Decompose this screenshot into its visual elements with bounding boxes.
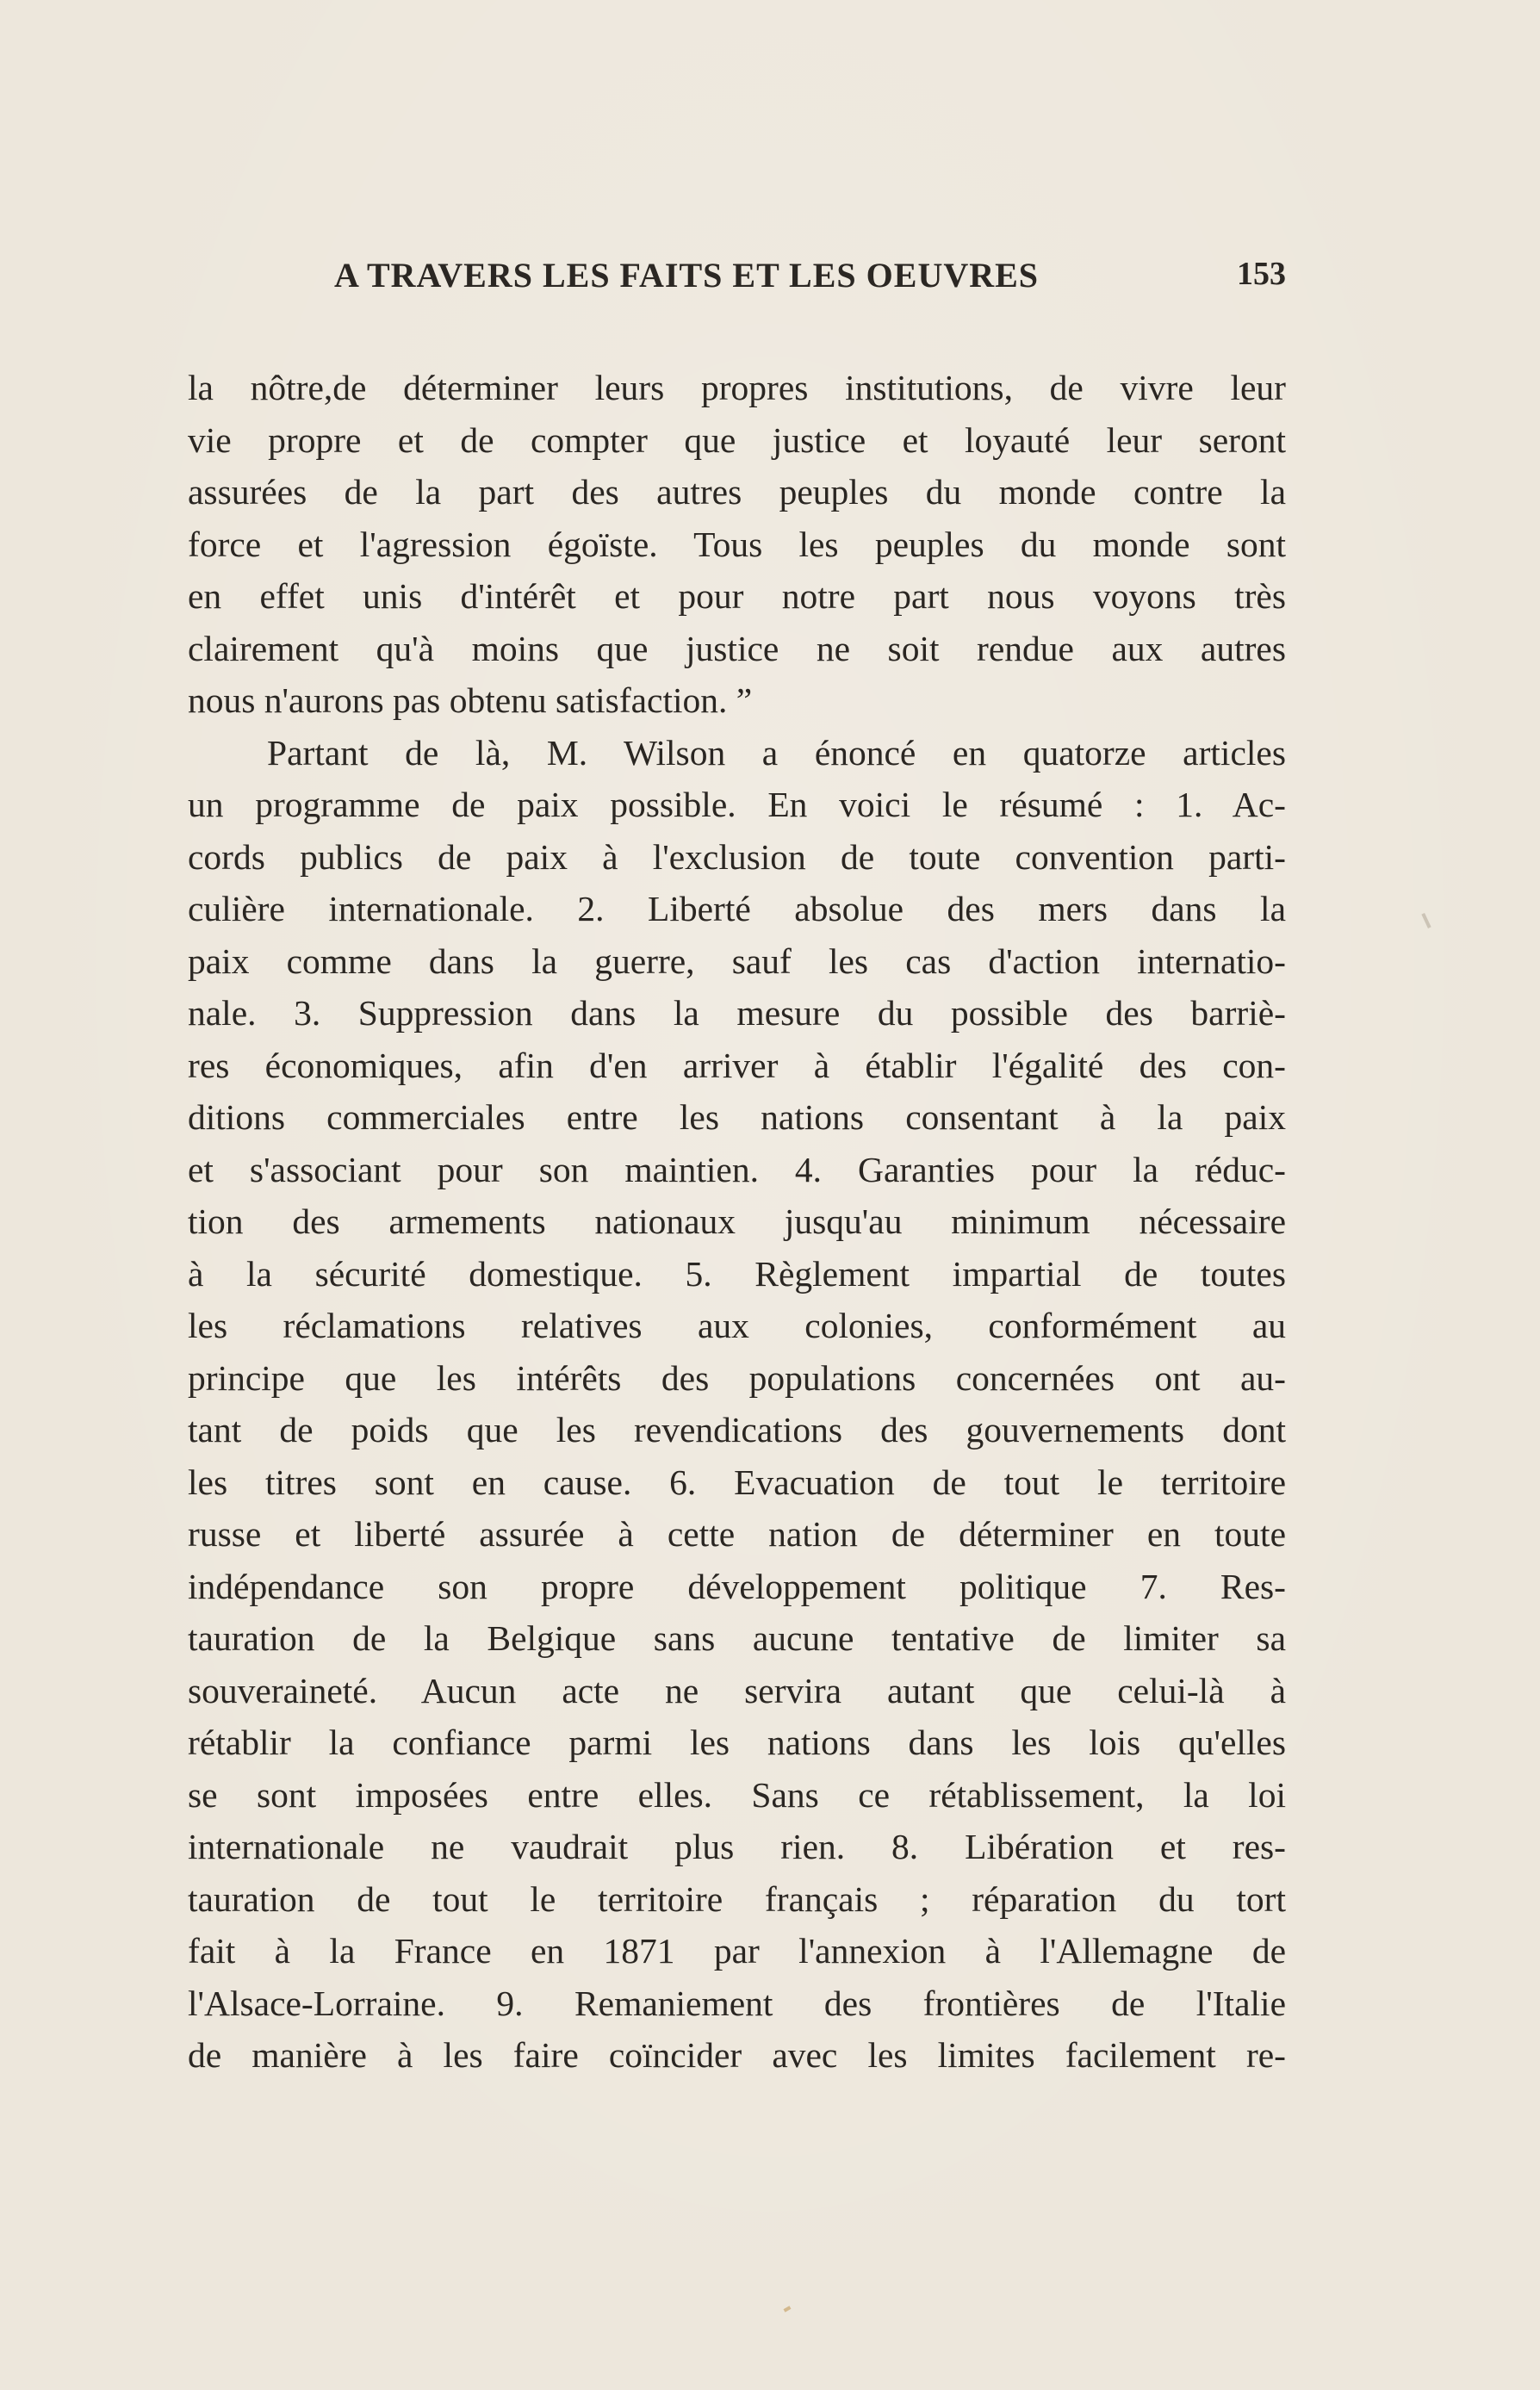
text-line: tauration de tout le territoire français ; réparation du tort: [188, 1878, 1286, 1919]
text-line: tant de poids que les revendications des gouvernements dont: [188, 1410, 1286, 1450]
text-line: culière internationale. 2. Liberté absolue des mers dans la: [188, 889, 1286, 928]
text-line: indépendance son propre développement politique 7. Res-: [188, 1566, 1286, 1606]
page-number: 153: [1237, 256, 1286, 292]
body-text: [188, 362, 1286, 2082]
text-line: les réclamations relatives aux colonies, conformément au: [188, 1306, 1286, 1345]
text-line: russe et liberté assurée à cette nation de déterminer en toute: [188, 1514, 1286, 1554]
text-line: tauration de la Belgique sans aucune tentative de limiter sa: [188, 1618, 1286, 1658]
text-line: nale. 3. Suppression dans la mesure du possible des barriè-: [188, 993, 1286, 1033]
text-line: res économiques, afin d'en arriver à établir l'égalité des con-: [188, 1045, 1286, 1085]
text-line: les titres sont en cause. 6. Evacuation de tout le territoire: [188, 1462, 1286, 1502]
text-line: un programme de paix possible. En voici le résumé : 1. Ac-: [188, 785, 1286, 824]
text-line: cords publics de paix à l'exclusion de toute convention parti-: [188, 836, 1286, 877]
text-line: rétablir la confiance parmi les nations dans les lois qu'elles: [188, 1723, 1286, 1762]
text-line: se sont imposées entre elles. Sans ce rétablissement, la loi: [188, 1774, 1286, 1815]
text-line: l'Alsace-Lorraine. 9. Remaniement des frontières de l'Italie: [188, 1983, 1286, 2023]
text-line: vie propre et de compter que justice et loyauté leur seront: [188, 419, 1286, 460]
text-line: force et l'agression égoïste. Tous les peuples du monde sont: [188, 524, 1286, 564]
text-line: de manière à les faire coïncider avec les limites facilement re-: [188, 2035, 1286, 2075]
paragraph-1: [188, 362, 1286, 727]
text-line: clairement qu'à moins que justice ne soit rendue aux autres: [188, 628, 1286, 668]
text-line: la nôtre,de déterminer leurs propres institutions, de vivre leur: [188, 368, 1286, 407]
running-title: A TRAVERS LES FAITS ET LES OEUVRES: [334, 256, 1040, 295]
text-line: fait à la France en 1871 par l'annexion à l'Allemagne de: [188, 1931, 1286, 1971]
text-line: nous n'aurons pas obtenu satisfaction. ”: [188, 680, 753, 720]
text-line: paix comme dans la guerre, sauf les cas d'action internatio-: [188, 940, 1286, 981]
text-line: tion des armements nationaux jusqu'au minimum nécessaire: [188, 1201, 1286, 1241]
text-line: à la sécurité domestique. 5. Règlement impartial de toutes: [188, 1253, 1286, 1294]
text-line: souveraineté. Aucun acte ne servira autant que celui-là à: [188, 1670, 1286, 1710]
text-line: Partant de là, M. Wilson a énoncé en quatorze articles: [267, 732, 1286, 773]
running-head: [334, 255, 1286, 300]
text-line: assurées de la part des autres peuples du monde contre la: [188, 472, 1286, 512]
paper-mark: [1421, 913, 1431, 928]
paper-mark: [784, 2306, 792, 2312]
paragraph-2: [188, 727, 1286, 2082]
text-line: et s'associant pour son maintien. 4. Garanties pour la réduc-: [188, 1149, 1286, 1189]
text-line: ditions commerciales entre les nations consentant à la paix: [188, 1097, 1286, 1137]
text-line: internationale ne vaudrait plus rien. 8. Libération et res-: [188, 1827, 1286, 1866]
text-line: en effet unis d'intérêt et pour notre part nous voyons très: [188, 576, 1286, 616]
text-line: principe que les intérêts des populations concernées ont au-: [188, 1357, 1286, 1398]
